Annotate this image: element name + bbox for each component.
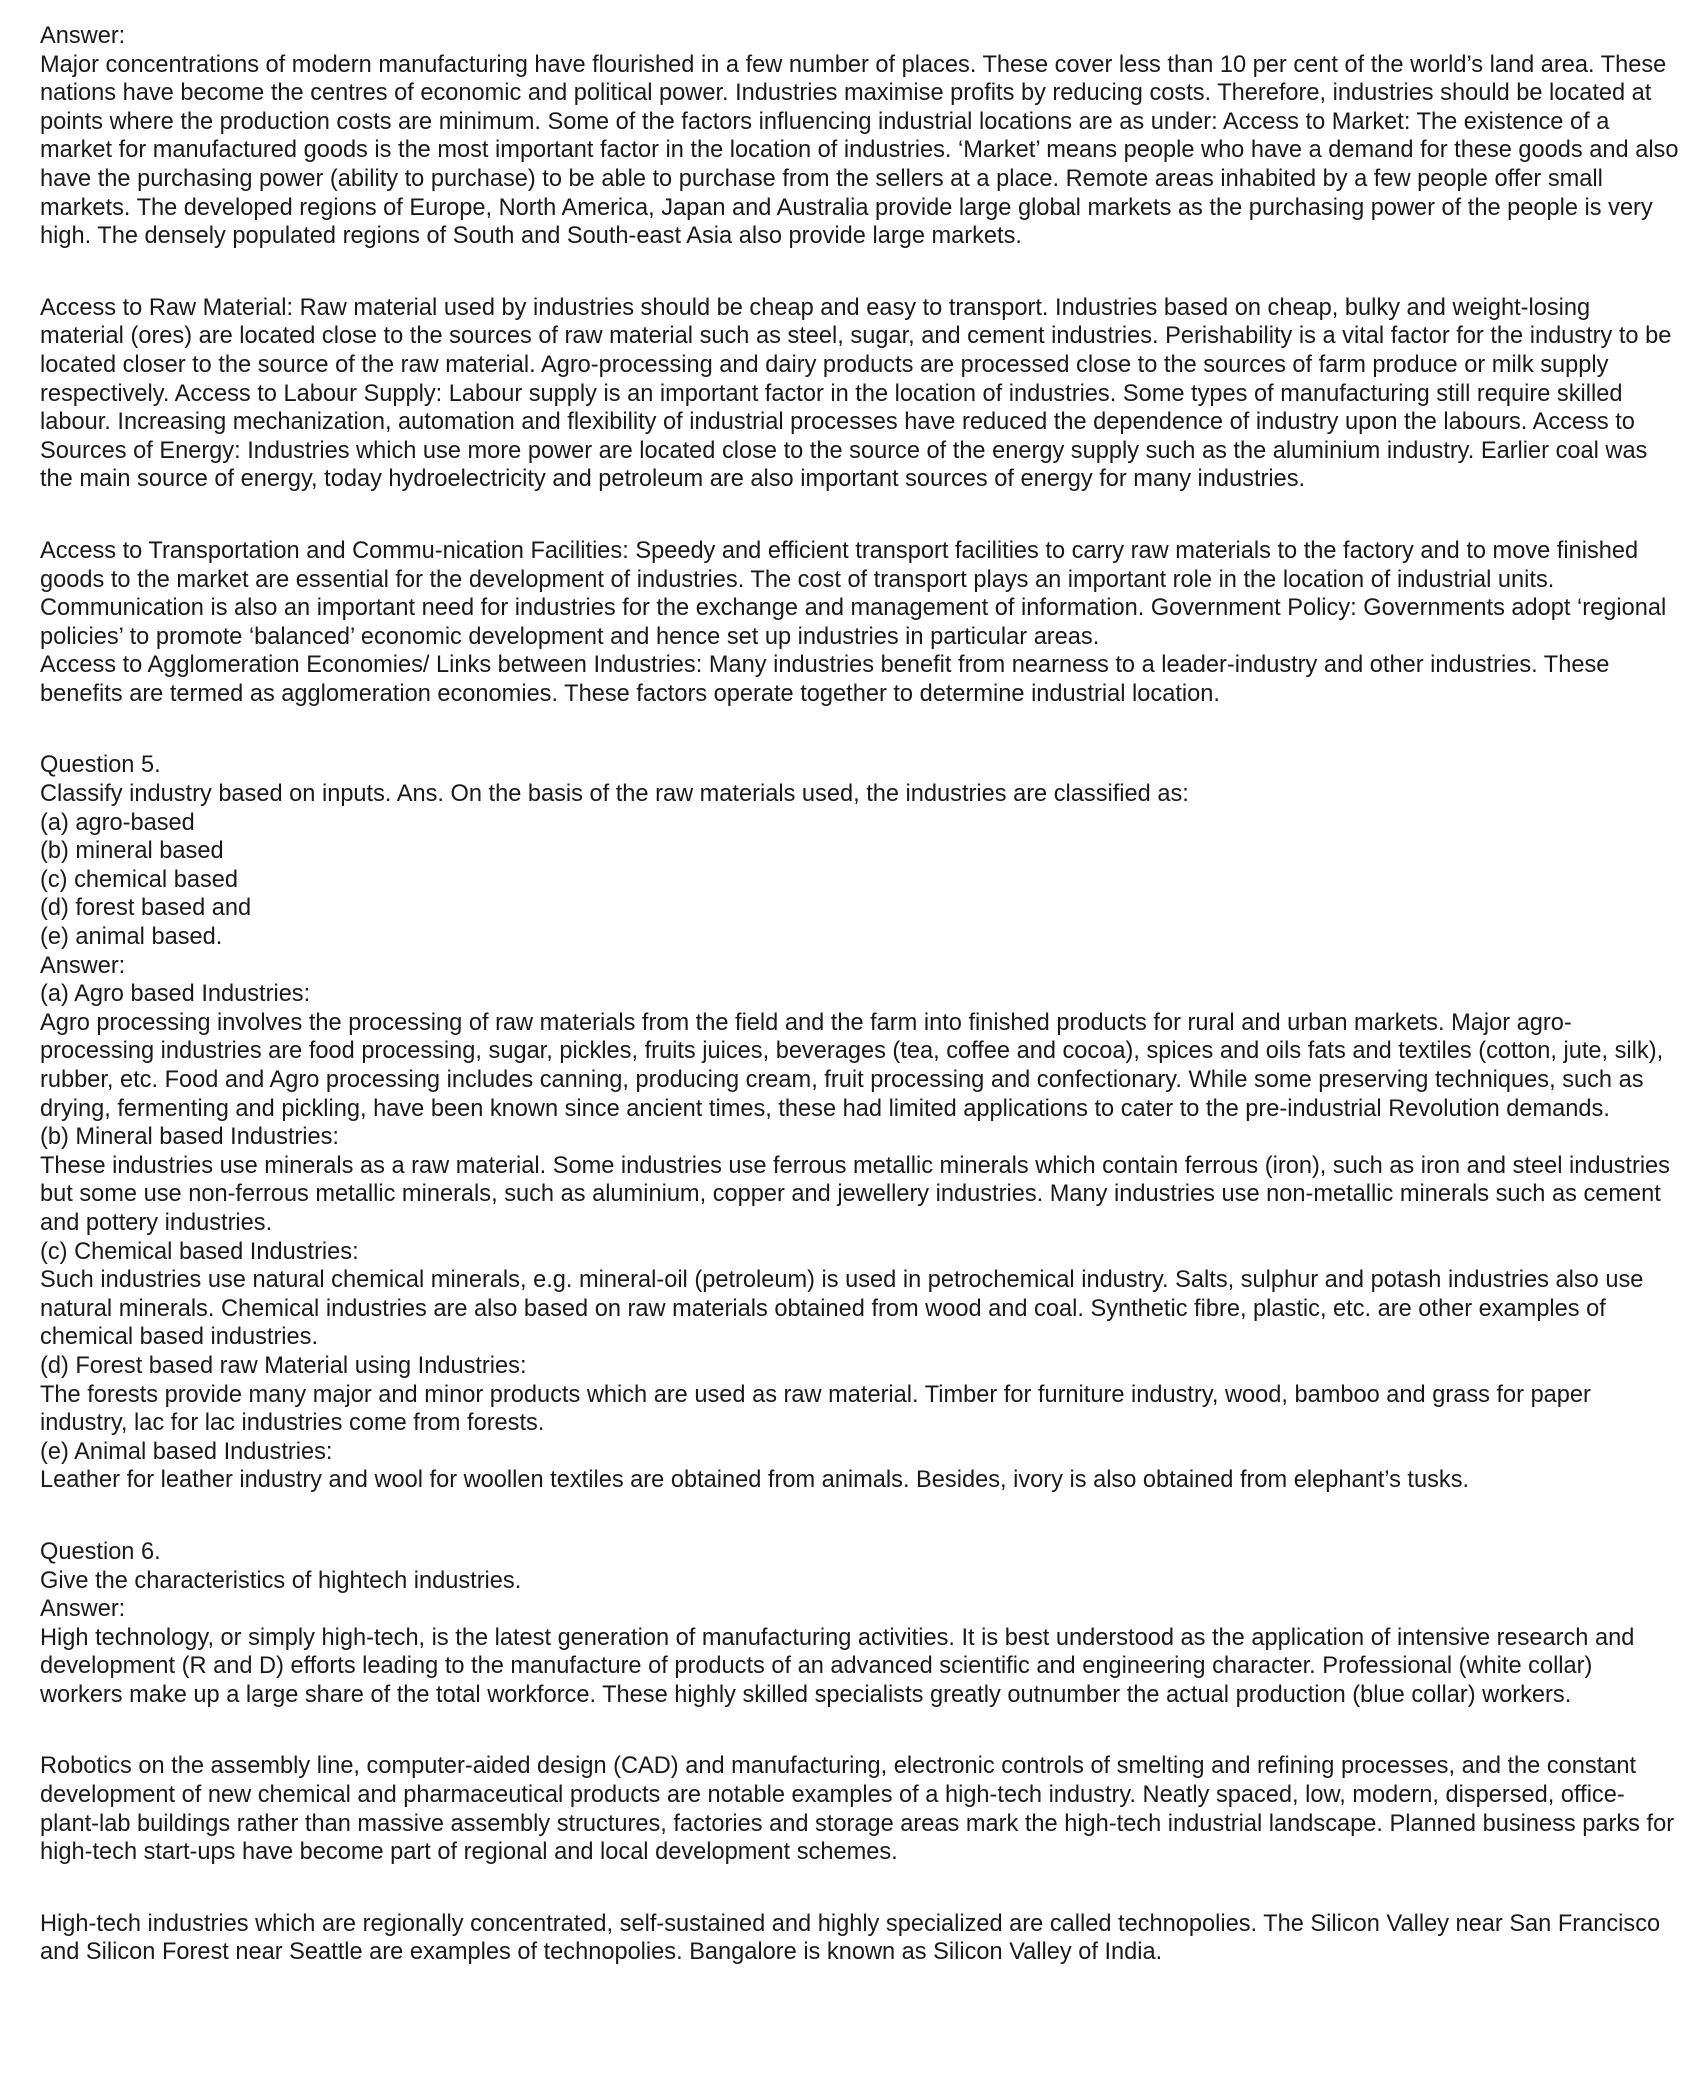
chemical-heading: (c) Chemical based Industries: [40, 1238, 359, 1265]
raw-material-paragraph: Access to Raw Material: Raw material used by industries should be cheap and easy to transport. Industries based on cheap, bulky and weight-losing material (ores) are located close to the sources of raw material such as steel, sugar, and cement industries. Perishability is a vital factor for the industry to be located closer to the source of the raw material. Agro-processing and dairy products are processed close to the sources of farm produce or milk supply respectively. Access to Labour Supply: Labour supply is an important factor in the location of industries. Some types of manufacturing still require skilled labour. Increasing mechanization, automation and flexibility of industrial processes have reduced the dependence of industry upon the labours. Access to Sources of Energy: Industries which use more power are located close to the source of the energy supply such as the aluminium industry. Earlier coal was the main source of energy, today hydroelectricity and petroleum are also important sources of energy for many industries. [40, 294, 1678, 493]
question-5-title: Question 5. [40, 752, 161, 779]
question-6-answer-label: Answer: [40, 1596, 126, 1623]
question-6-title: Question 6. [40, 1538, 161, 1565]
transport-paragraph: Access to Transportation and Commu-nication Facilities: Speedy and efficient transport facilities to carry raw materials to the factory and to move finished goods to the market are essential for the development of industries. The cost of transport plays an important role in the location of industrial units. Communication is also an important need for industries for the exchange and management of information. Government Policy: Governments adopt ‘regional policies’ to promote ‘balanced’ economic development and hence set up industries in particular areas. [40, 537, 1673, 650]
question-5-option: (d) forest based and [40, 895, 252, 922]
question-6-prompt: Give the characteristics of hightech industries. [40, 1567, 522, 1594]
question-5-option: (c) chemical based [40, 866, 239, 893]
agglomeration-paragraph: Access to Agglomeration Economies/ Links between Industries: Many industries benefit from nearness to a leader-industry and other industries. These benefits are termed as agglomeration economies. These factors operate together to determine industrial location. [40, 652, 1616, 707]
chemical-text: Such industries use natural chemical minerals, e.g. mineral-oil (petroleum) is used in petrochemical industry. Salts, sulphur and potash industries also use natural minerals. Chemical industries are also based on raw materials obtained from wood and coal. Synthetic fibre, plastic, etc. are other examples of chemical based industries. [40, 1267, 1650, 1351]
agro-text: Agro processing involves the processing of raw materials from the field and the farm into finished products for rural and urban markets. Major agro-processing industries are food processing, sugar, pickles, fruits juices, beverages (tea, coffee and cocoa), spices and oils fats and textiles (cotton, jute, silk), rubber, etc. Food and Agro processing includes canning, producing cream, fruit processing and confectionary. While some preserving techniques, such as drying, fermenting and pickling, have been known since ancient times, these had limited applications to cater to the pre-industrial Revolution demands. [40, 1009, 1670, 1122]
question-5-answer-label: Answer: [40, 952, 126, 979]
question-5-option: (a) agro-based [40, 809, 195, 836]
mineral-heading: (b) Mineral based Industries: [40, 1124, 339, 1151]
location-factors-paragraph: Major concentrations of modern manufacturing have flourished in a few number of places. These cover less than 10 per cent of the world’s land area. These nations have become the centres of economic and political power. Industries maximise profits by reducing costs. Therefore, industries should be located at points where the production costs are minimum. Some of the factors influencing industrial locations are as under: Access to Market: The existence of a market for manufactured goods is the most important factor in the location of industries. ‘Market’ means people who have a demand for these goods and also have the purchasing power (ability to purchase) to be able to purchase from the sellers at a place. Remote areas inhabited by a few people offer small markets. The developed regions of Europe, North America, Japan and Australia provide large global markets as the purchasing power of the people is very high. The densely populated regions of South and South-east Asia also provide large markets. [40, 51, 1686, 250]
forest-heading: (d) Forest based raw Material using Industries: [40, 1352, 527, 1379]
mineral-text: These industries use minerals as a raw material. Some industries use ferrous metallic minerals which contain ferrous (iron), such as iron and steel industries but some use non-ferrous metallic minerals, such as aluminium, copper and jewellery industries. Many industries use non-metallic minerals such as cement and pottery industries. [40, 1152, 1677, 1236]
hightech-examples-paragraph: Robotics on the assembly line, computer-aided design (CAD) and manufacturing, electronic controls of smelting and refining processes, and the constant development of new chemical and pharmaceutical products are notable examples of a high-tech industry. Neatly spaced, low, modern, dispersed, office-plant-lab buildings rather than massive assembly structures, factories and storage areas mark the high-tech industrial landscape. Planned business parks for high-tech start-ups have become part of regional and local development schemes. [40, 1753, 1681, 1866]
answer-label: Answer: [40, 23, 126, 49]
technopolies-paragraph: High-tech industries which are regionally concentrated, self-sustained and highly specialized are called technopolies. The Silicon Valley near San Francisco and Silicon Forest near Seattle are examples of technopolies. Bangalore is known as Silicon Valley of India. [40, 1910, 1667, 1966]
hightech-definition-paragraph: High technology, or simply high-tech, is the latest generation of manufacturing activities. It is best understood as the application of intensive research and development (R and D) efforts leading to the manufacture of products of an advanced scientific and engineering character. Professional (white collar) workers make up a large share of the total workforce. These highly skilled specialists greatly outnumber the actual production (blue collar) workers. [40, 1624, 1641, 1708]
document-page [40, 22, 1686, 1967]
question-5-option: (b) mineral based [40, 838, 224, 865]
question-5-option: (e) animal based. [40, 924, 223, 951]
animal-heading: (e) Animal based Industries: [40, 1438, 333, 1465]
agro-heading: (a) Agro based Industries: [40, 981, 311, 1008]
forest-text: The forests provide many major and minor products which are used as raw material. Timber for furniture industry, wood, bamboo and grass for paper industry, lac for lac industries come from forests. [40, 1381, 1598, 1437]
animal-text: Leather for leather industry and wool for woollen textiles are obtained from animals. Besides, ivory is also obtained from elephant’s tusks. [40, 1467, 1470, 1494]
question-5-prompt: Classify industry based on inputs. Ans. On the basis of the raw materials used, the industries are classified as: [40, 781, 1189, 808]
